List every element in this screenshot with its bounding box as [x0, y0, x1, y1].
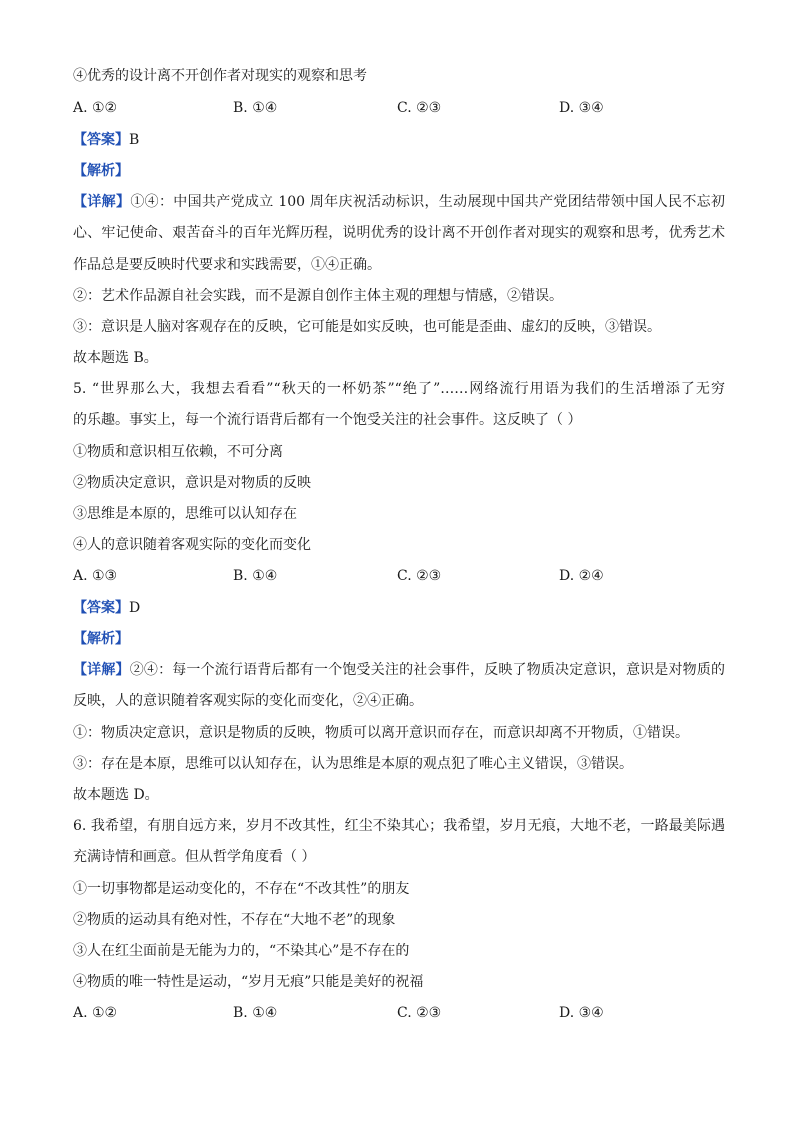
option-d: D. ②④: [559, 568, 604, 584]
q6-stem-1: 6. 我希望，有朋自远方来，岁月不改其性，红尘不染其心；我希望，岁月无痕，大地不老，一路最美际遇: [73, 818, 725, 834]
answer-value: B: [129, 132, 140, 148]
q6-statement-3: ③人在红尘面前是无能为力的，“不染其心”是不存在的: [73, 943, 410, 959]
q5-statement-1: ①物质和意识相互依赖，不可分离: [73, 444, 283, 460]
detail-tag: 【详解】: [73, 194, 131, 210]
q6-stem-2: 充满诗情和画意。但从哲学角度看（ ）: [73, 849, 316, 865]
analysis-tag: 【解析】: [73, 163, 129, 179]
answer-line: [73, 130, 725, 150]
q5-answer-line: [73, 598, 725, 618]
detail-text: ①④：中国共产党成立 100 周年庆祝活动标识，生动展现中国共产党团结带领中国人民不忘初: [130, 194, 726, 210]
q6-statement-2: ②物质的运动具有绝对性，不存在“大地不老”的现象: [73, 912, 396, 928]
q5-explanation-3: ③：存在是本原，思维可以认知存在，认为思维是本原的观点犯了唯心主义错误，③错误。: [73, 756, 633, 772]
q5-statement-4: ④人的意识随着客观实际的变化而变化: [73, 537, 311, 553]
option-a: A. ①②: [73, 1005, 118, 1021]
q6-statement-1: ①一切事物都是运动变化的，不存在“不改其性”的朋友: [73, 881, 410, 897]
q5-explanation-1: ①：物质决定意识，意识是物质的反映，物质可以离开意识而存在，而意识却离不开物质，①错误。: [73, 725, 689, 741]
q5-analysis-line: [73, 629, 725, 649]
explanation-2: ②：艺术作品源自社会实践，而不是源自创作主体主观的理想与情感，②错误。: [73, 288, 563, 304]
option-d: D. ③④: [559, 1005, 604, 1021]
q5-stem-2: 的乐趣。事实上，每一个流行语背后都有一个饱受关注的社会事件。这反映了（ ）: [73, 412, 582, 428]
q5-statement-2: ②物质决定意识，意识是对物质的反映: [73, 475, 311, 491]
q5-conclusion: 故本题选 D。: [73, 787, 159, 803]
q5-stem-1: 5. “世界那么大，我想去看看”“秋天的一杯奶茶”“绝了”……网络流行用语为我们的生活增添了无穷: [73, 381, 725, 397]
option-d: D. ③④: [559, 100, 604, 116]
option-a: A. ①②: [73, 100, 118, 116]
answer-value: D: [129, 600, 141, 616]
q6-statement-4: ④物质的唯一特性是运动，“岁月无痕”只能是美好的祝福: [73, 974, 424, 990]
q5-detail-text-2: 反映，人的意识随着客观实际的变化而变化，②④正确。: [73, 693, 423, 709]
q5-statement-3: ③思维是本原的，思维可以认知存在: [73, 506, 297, 522]
detail-text: ②④：每一个流行语背后都有一个饱受关注的社会事件，反映了物质决定意识，意识是对物质的: [129, 662, 726, 678]
conclusion: 故本题选 B。: [73, 350, 158, 366]
options-row: [73, 98, 733, 118]
answer-tag: 【答案】: [73, 132, 129, 148]
analysis-tag: 【解析】: [73, 631, 129, 647]
q5-detail-line: [73, 660, 725, 680]
detail-line: [73, 192, 725, 212]
q6-options-row: [73, 1003, 733, 1023]
option-a: A. ①③: [73, 568, 118, 584]
option-b: B. ①④: [233, 568, 278, 584]
detail-text-2: 心、牢记使命、艰苦奋斗的百年光辉历程，说明优秀的设计离不开创作者对现实的观察和思考，优秀艺术: [73, 225, 725, 241]
statement-4: ④优秀的设计离不开创作者对现实的观察和思考: [73, 68, 367, 84]
option-b: B. ①④: [233, 1005, 278, 1021]
q5-options-row: [73, 566, 733, 586]
explanation-3: ③：意识是人脑对客观存在的反映，它可能是如实反映，也可能是歪曲、虚幻的反映，③错误。: [73, 319, 661, 335]
detail-tag: 【详解】: [73, 662, 130, 678]
detail-text-3: 作品总是要反映时代要求和实践需要，①④正确。: [73, 257, 381, 273]
option-b: B. ①④: [233, 100, 278, 116]
answer-tag: 【答案】: [73, 600, 129, 616]
option-c: C. ②③: [397, 1005, 442, 1021]
analysis-line: [73, 161, 725, 181]
option-c: C. ②③: [397, 100, 442, 116]
option-c: C. ②③: [397, 568, 442, 584]
